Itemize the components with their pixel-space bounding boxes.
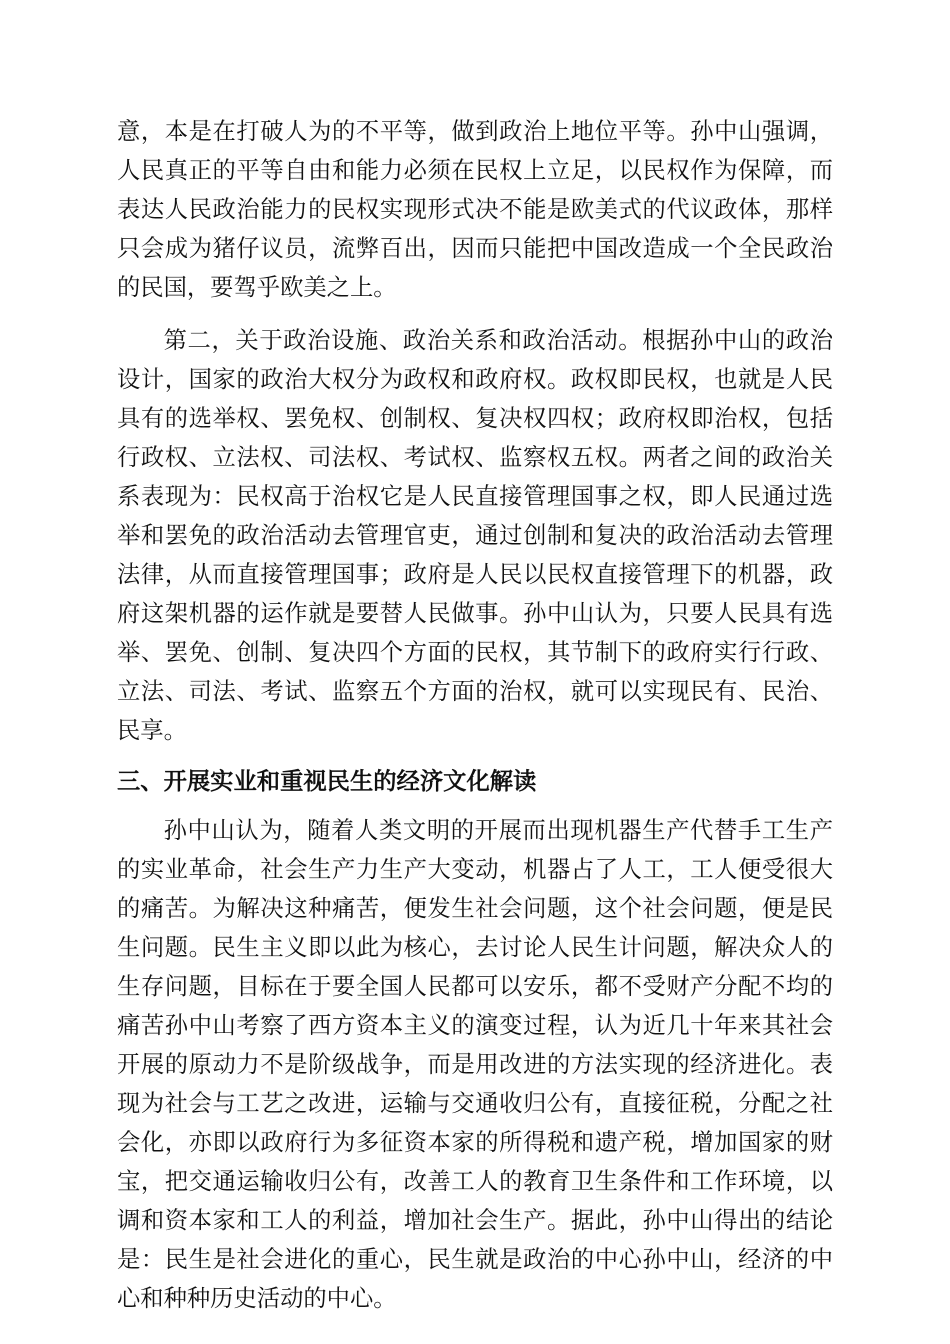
document-page	[117, 112, 833, 1318]
paragraph-continued: 意，本是在打破人为的不平等，做到政治上地位平等。孙中山强调，人民真正的平等自由和能力必须在民权上立足，以民权作为保障，而表达人民政治能力的民权实现形式决不能是欧美式的代议政体，那样只会成为猪仔议员，流弊百出，因而只能把中国改造成一个全民政治的民国，要驾乎欧美之上。	[117, 118, 833, 301]
paragraph-political-institutions: 第二，关于政治设施、政治关系和政治活动。根据孙中山的政治设计，国家的政治大权分为政权和政府权。政权即民权，也就是人民具有的选举权、罢免权、创制权、复决权四权；政府权即治权，包括行政权、立法权、司法权、考试权、监察权五权。两者之间的政治关系表现为：民权高于治权它是人民直接管理国事之权，即人民通过选举和罢免的政治活动去管理官吏，通过创制和复决的政治活动去管理法律，从而直接管理国事；政府是人民以民权直接管理下的机器，政府这架机器的运作就是要替人民做事。孙中山认为，只要人民具有选举、罢免、创制、复决四个方面的民权，其节制下的政府实行行政、立法、司法、考试、监察五个方面的治权，就可以实现民有、民治、民享。	[117, 327, 833, 744]
section-heading-economy-culture: 三、开展实业和重视民生的经济文化解读	[117, 768, 537, 795]
paragraph-livelihood: 孙中山认为，随着人类文明的开展而出现机器生产代替手工生产的实业革命，社会生产力生产大变动，机器占了人工，工人便受很大的痛苦。为解决这种痛苦，便发生社会问题，这个社会问题，便是民生问题。民生主义即以此为核心，去讨论人民生计问题，解决众人的生存问题，目标在于要全国人民都可以安乐，都不受财产分配不均的痛苦孙中山考察了西方资本主义的演变过程，认为近几十年来其社会开展的原动力不是阶级战争，而是用改进的方法实现的经济进化。表现为社会与工艺之改进，运输与交通收归公有，直接征税，分配之社会化，亦即以政府行为多征资本家的所得税和遗产税，增加国家的财宝，把交通运输收归公有，改善工人的教育卫生条件和工作环境，以调和资本家和工人的利益，增加社会生产。据此，孙中山得出的结论是：民生是社会进化的重心，民生就是政治的中心孙中山，经济的中心和种种历史活动的中心。	[117, 817, 833, 1312]
